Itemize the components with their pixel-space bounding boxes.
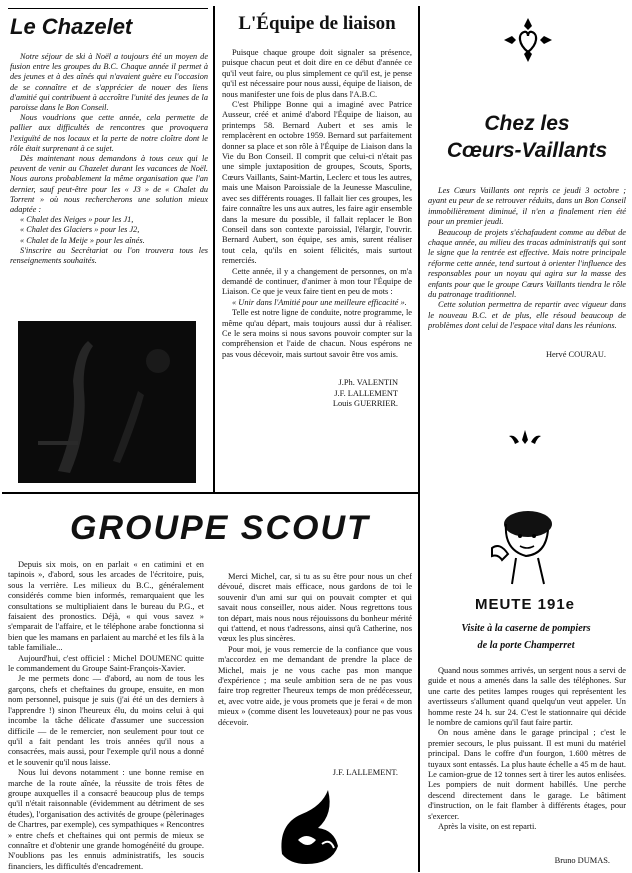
scout-title: GROUPE SCOUT <box>70 509 370 547</box>
paragraph: Merci Michel, car, si tu as su être pour nous un chef dévoué, discret mais efficace, nous gardons de toi le souvenir d'un ami sur qui on pouvait compter et qui savait nous conseiller, nous aider. Nous regrettons tous ton départ, mais nous nous réjouissons du bonheur mérité qui t'attend, et nous t'adressons, ainsi qu'à Catherine, nos vœux les plus sincères. <box>218 572 412 644</box>
paragraph: Beaucoup de projets s'échafaudent comme au début de chaque année, au milieu des tracas administratifs qui sont le signe que la rentrée est effective. Mais notre principale réforme cette année, tend surtout à orienter l'influence des responsables pour un noyau qui agira sur la masse des enfants pour que le groupe Cœurs Vaillants tiendra le rôle du patronage traditionnel. <box>428 227 626 300</box>
paragraph: On nous amène dans le garage principal ; c'est le premier secours, le plus puissant. Il est muni du matériel principal. Dans le coffre d'un fourgon, 1.600 mètres de tuyaux sont entassés. La plus haute échelle a 45 m de haut. Le camion-grue de 12 tonnes sert à tirer les autos enlisées. Les pompiers de nuit dorment habillés. Une perche descend directement dans le garage. Le bâtiment d'instruction, on le fait flamber à différents étages, pour s'exercer. <box>428 728 626 821</box>
scout-body-1 <box>8 560 204 870</box>
paragraph: Quand nous sommes arrivés, un sergent nous a servi de guide et nous a amenés dans la salle des téléphones. Sur une carte des petites lampes rouges qui représentent les avertisseurs s'allument quand quelqu'un veut appeler. Un homme reste 24 h. sur 24. C'est le stationnaire qui décide le nombre de camions qu'il faut faire partir. <box>428 666 626 728</box>
meute-body <box>428 666 626 833</box>
chazelet-article <box>10 14 208 314</box>
section-rule <box>8 8 208 9</box>
equipe-body <box>222 48 412 360</box>
coeurs-title <box>428 110 626 164</box>
coeurs-title-line2: Cœurs-Vaillants <box>446 139 608 162</box>
meute-subtitle <box>428 620 624 654</box>
paragraph: « Chalet des Neiges » pour les J1, <box>20 215 134 225</box>
scout-col1 <box>8 560 204 870</box>
scout-body-2 <box>218 572 412 728</box>
meute-signature: Bruno DUMAS. <box>554 856 610 865</box>
chazelet-title: Le Chazelet <box>10 14 133 39</box>
scout-signature: J.F. LALLEMENT. <box>332 768 398 777</box>
cub-drawing-icon <box>486 498 566 586</box>
meute-article <box>428 666 626 852</box>
paragraph: Cette année, il y a changement de personnes, on m'a demandé de continuer, d'animer à mon tour l'Équipe de Liaison. Ce que je veux faire tient en peu de mots : <box>222 266 412 297</box>
coeurs-signature: Hervé COURAU. <box>545 349 606 359</box>
equipe-article <box>222 12 412 490</box>
paragraph: Depuis six mois, on en parlait « en catimini et en tapinois », d'abord, sous les arcades de l'écritoire, puis, sous la verrière. Les milieux du B.C., généralement considérés comme bien informés, remarquaient que les consultations se multipliaient dans le bureau du P.G., et faisaient des pronostics. Déjà, « qui vous savez » s'emparait de l'affaire, et le téléphone arabe fonctionna si bien que les mamans en parlaient au marché et les fils à la table familiale... <box>8 560 204 653</box>
scout-col2 <box>218 572 412 762</box>
ski-photo <box>18 321 196 483</box>
paragraph: S'inscrire au Secrétariat ou l'on trouvera tous les renseignements souhaités. <box>10 245 208 266</box>
paragraph: Notre séjour de ski à Noël a toujours été un moyen de fusion entre les groupes du B.C. Chaque année il permet à des jeunes et à des aînés qui n'avaient guère eu l'occasion de se connaître et de s'apprécier de nouer des liens d'amitié qui contribuent à accroître l'unité des jeunes de la paroisse dans le Bon Conseil. <box>10 52 208 113</box>
paragraph: Telle est notre ligne de conduite, notre programme, le même qu'au départ, mais toujours aussi dur à réaliser. Ce le sera moins si nous savons pouvoir compter sur la compréhension et l'aide de chacun. Nous espérons ne pas vous décevoir, mais surtout savoir être vos amis. <box>222 308 412 359</box>
column-rule <box>418 6 420 872</box>
paragraph: « Chalet de la Meije » pour les aînés. <box>20 235 145 245</box>
signature: J.Ph. VALENTIN <box>338 378 398 388</box>
meute-title: MEUTE 191e <box>474 596 576 613</box>
signature: J.F. LALLEMENT <box>334 388 398 398</box>
paragraph: Puisque chaque groupe doit signaler sa présence, puisque chacun peut et doit dire en ce début d'année ce qu'il veut faire, ou plus simplement ce qu'il est, je pense qu'il est nécessaire pour nous aussi, équipe de liaison, de nous manifester une fois de plus dans l'A.B.C. <box>222 48 412 99</box>
paragraph: Pour moi, je vous remercie de la confiance que vous m'accordez en me demandant de prendre la place de Michel, mais je ne vous cache pas mon manque d'expérience ; ma seule ambition sera de ne pas vous faire trop regretter l'heureux temps de mon prédécesseur, et, avec votre aide, je vous promets que je ferai « de mon mieux » (comme disent les louveteaux) pour ne pas vous décevoir. <box>218 644 412 727</box>
paragraph: Je me permets donc — d'abord, au nom de tous les garçons, chefs et cheftaines du groupe, ensuite, en mon nom personnel, puisque je suis (j'ai été un des derniers à l'apprendre !) sinon l'heureux élu, du moins celui à qui incombe la tâche délicate d'assumer une succession difficile — de le remercier, non seulement pour tout ce qu'il a fait pendant les trois années qu'il nous a consacrées, mais aussi, pour l'exemple qu'il nous a donné et le souvenir qu'il nous laisse. <box>8 674 204 767</box>
equipe-signatures <box>222 378 412 410</box>
meute-subtitle-line1: Visite à la caserne de pompiers <box>461 623 591 634</box>
paragraph: « Chalet des Glaciers » pour les J2, <box>20 225 140 235</box>
scout-ornament-icon <box>272 784 352 868</box>
paragraph: Les Cœurs Vaillants ont repris ce jeudi 3 octobre ; ayant eu peur de se retrouver réduits, dans un Bon Conseil immobilièrement diminué, il n'en a finalement rien été pour un premier jeudi. <box>428 186 626 227</box>
coeurs-article <box>428 110 626 440</box>
coeurs-title-line1: Chez les <box>484 112 570 135</box>
paragraph: Nous voudrions que cette année, cela permette de pallier aux difficultés de rencontres que provoquera l'exiguïté de nos locaux et la perte de notre cloître dont le rôle était surprenant à ce sujet. <box>10 113 208 153</box>
paragraph: Cette solution permettra de repartir avec vigueur dans le nouveau B.C. et de plus, elle résoud beaucoup de problèmes dont celui de l'espace vital dans les réunions. <box>428 300 626 331</box>
paragraph: Nous lui devons notamment : une bonne remise en marche de la route aînée, la réussite de trois fêtes de groupe auxquelles il a consacré beaucoup plus de temps qu'il n'était raisonnable (évidemment au détriment de ses études), l'organisation des activités de groupe (pèlerinages de Chartres, par exemple), ces sympathiques « Rencontres » entre chefs et cheftaines qui ont permis de mieux se connaître et d'obtenir une grande homogénéité du groupe. N'oublions pas les ennuis administratifs, les soucis financiers, les difficultés d'encadrement. <box>8 768 204 870</box>
cross-emblem-icon <box>500 16 556 66</box>
equipe-title: L'Équipe de liaison <box>238 13 396 34</box>
ski-photo-image <box>18 321 196 483</box>
paragraph: C'est Philippe Bonne qui a imaginé avec Patrice Ausseur, créé et animé d'abord l'Équipe de liaison, au printemps 58. Bernard Aubert et ses amis le remplacèrent en octobre 1959. Bernard sut parfaitement donner sa place et son rôle à l'Équipe de Liaison dans la Vie du Bon Conseil. Il comprit que celui-ci n'était pas une simple juxtaposition de groupes, Scouts, Sports, Cœurs Vaillants, Saint-Martin, Leclerc et tous les autres, mais une Maison Paroissiale de la Jeunesse Masculine, avec ses différents rouages. Il fallait lier ces groupes, les faire connaître les uns aux autres, les faire agir ensemble dans la mesure du possible, il fallait replacer le Bon Conseil dans son contexte paroissial, l'élargir, l'ouvrir. Bernard Aubert, son équipe, ses amis, surent réaliser tout cela, qu'ils en soient félicités, mais surtout remerciés. <box>222 100 412 266</box>
section-rule <box>2 492 418 494</box>
fleur-ornament-icon <box>505 428 545 450</box>
chazelet-body <box>10 52 208 266</box>
paragraph: Après la visite, on est reparti. <box>438 822 537 832</box>
paragraph: « Unir dans l'Amitié pour une meilleure efficacité ». <box>232 297 407 307</box>
column-rule <box>213 6 215 492</box>
coeurs-body <box>428 186 626 332</box>
paragraph: Aujourd'hui, c'est officiel : Michel DOUMENC quitte le commandement du Groupe Saint-François-Xavier. <box>8 653 204 674</box>
signature: Louis GUERRIER. <box>332 399 398 409</box>
meute-subtitle-line2: de la porte Champerret <box>477 640 575 651</box>
paragraph: Dès maintenant nous demandons à tous ceux qui le peuvent de venir au Chazelet durant les vacances de Noël. Nous aurons probablement la même organisation que l'an dernier, sauf peut-être pour les « J3 » de « Chalet du Torrent » où nous rechercherons une solution mieux adaptée : <box>10 154 208 215</box>
